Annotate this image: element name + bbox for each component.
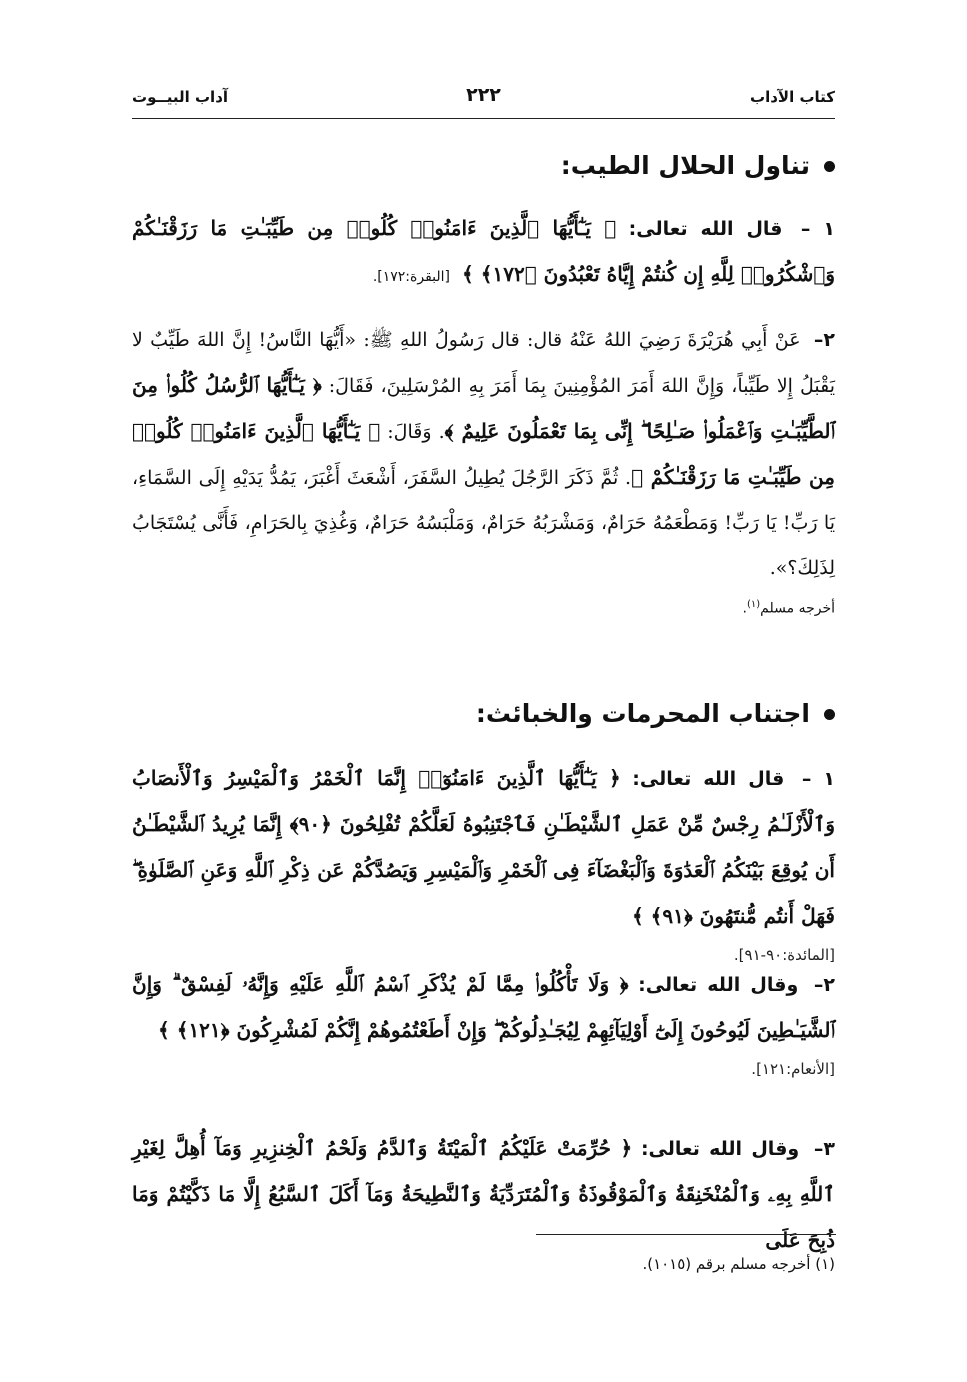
item-intro: قال الله تعالى: <box>628 218 783 240</box>
quran-verse: ﴿ يَـٰٓأَيُّهَا ٱلَّذِينَ ءَامَنُوا۟ كُلُوا۟ مِن طَيِّبَـٰتِ مَا رَزَقْنَـٰكُمْ ﴾ <box>132 419 835 489</box>
verse-reference: [الأنعام:١٢١]. <box>751 1060 835 1078</box>
bullet-icon <box>824 709 835 720</box>
item-number: ١ – <box>800 218 836 240</box>
item-number: ١ – <box>801 768 835 790</box>
quran-verse: ﴿ يَـٰٓأَيُّهَا ٱلَّذِينَ ءَامَنُوٓا۟ إِنَّمَا ٱلْخَمْرُ وَٱلْمَيْسِرُ وَٱلْأَنصَابُ وَٱلْأَزْلَـٰمُ رِجْسٌ مِّنْ عَمَلِ ٱلشَّيْطَـٰنِ فَٱجْتَنِبُوهُ لَعَلَّكُمْ تُفْلِحُونَ ﴿٩٠﴾ إِنَّمَا يُرِيدُ ٱلشَّيْطَـٰنُ أَن يُوقِعَ بَيْنَكُمُ ٱلْعَدَٰوَةَ وَٱلْبَغْضَآءَ فِى ٱلْخَمْرِ وَٱلْمَيْسِرِ وَيَصُدَّكُمْ عَن ذِكْرِ ٱللَّهِ وَعَنِ ٱلصَّلَوٰةِ ۖ فَهَلْ أَنتُم مُّنتَهُونَ ﴿٩١﴾ ﴾ <box>132 766 835 928</box>
item-number: ٢– <box>813 329 835 351</box>
section-heading-prohibitions <box>132 696 835 732</box>
hadith-source <box>132 591 835 623</box>
book-title: كتاب الآداب <box>750 88 835 106</box>
footnote-divider <box>536 1234 836 1235</box>
hadith-text: . ثُمَّ ذَكَرَ الرَّجُلَ يُطِيلُ السَّفَرَ، أَشْعَثَ أَغْبَرَ، يَمُدُّ يَدَيْهِ إِلَى السَّمَاءِ، يَا رَبِّ! يَا رَبِّ! وَمَطْعَمُهُ حَرَامٌ، وَمَشْرَبُهُ حَرَامٌ، وَمَلْبَسُهُ حَرَامٌ، وَغُذِيَ بِالحَرَامِ، فَأَنَّى يُسْتَجَابُ لِذَلِكَ؟». <box>132 467 835 579</box>
item-intro: وقال الله تعالى: <box>638 974 799 996</box>
quran-verse: ﴿ يَـٰٓأَيُّهَا ٱلَّذِينَ ءَامَنُوا۟ كُلُوا۟ مِن طَيِّبَـٰتِ مَا رَزَقْنَـٰكُمْ وَٱشْكُرُوا۟ لِلَّهِ إِن كُنتُمْ إِيَّاهُ تَعْبُدُونَ ﴿١٧٢﴾ ﴾ <box>132 216 835 286</box>
page-header <box>132 84 835 119</box>
footnote: (١) أخرجه مسلم برقم (١٠١٥). <box>642 1255 835 1273</box>
quran-verse: ﴿ حُرِّمَتْ عَلَيْكُمُ ٱلْمَيْتَةُ وَٱلدَّمُ وَلَحْمُ ٱلْخِنزِيرِ وَمَآ أُهِلَّ لِغَيْرِ ٱللَّهِ بِهِۦ وَٱلْمُنْخَنِقَةُ وَٱلْمَوْقُوذَةُ وَٱلْمُتَرَدِّيَةُ وَٱلنَّطِيحَةُ وَمَآ أَكَلَ ٱلسَّبُعُ إِلَّا مَا ذَكَّيْتُمْ وَمَا ذُبِحَ عَلَى <box>132 1136 835 1252</box>
section-title: اجتناب المحرمات والخبائث: <box>475 699 810 728</box>
quran-verse: ﴿ يَـٰٓأَيُّهَا ٱلرُّسُلُ كُلُوا۟ مِنَ ٱلطَّيِّبَـٰتِ وَٱعْمَلُوا۟ صَـٰلِحًا ۖ إِنِّى بِمَا تَعْمَلُونَ عَلِيمٌ ﴾ <box>132 373 835 443</box>
section2-item-3 <box>132 1126 835 1264</box>
section-title: تناول الحلال الطيب: <box>560 151 810 180</box>
footnote-marker: (١) <box>746 599 761 610</box>
page-number: ٢٢٢ <box>466 84 501 106</box>
item-number: ٢– <box>813 974 835 996</box>
verse-reference: [المائدة:٩٠-٩١]. <box>733 946 835 964</box>
item-number: ٣– <box>813 1138 835 1160</box>
source-end: . <box>742 600 747 617</box>
section2-item-2 <box>132 962 835 1084</box>
section1-item-2 <box>132 318 835 623</box>
item-intro: قال الله تعالى: <box>632 768 785 790</box>
quran-verse: ﴿ وَلَا تَأْكُلُوا۟ مِمَّا لَمْ يُذْكَرِ ٱسْمُ ٱللَّهِ عَلَيْهِ وَإِنَّهُۥ لَفِسْقٌ ۗ وَإِنَّ ٱلشَّيَـٰطِينَ لَيُوحُونَ إِلَىٰٓ أَوْلِيَآئِهِمْ لِيُجَـٰدِلُوكُمْ ۖ وَإِنْ أَطَعْتُمُوهُمْ إِنَّكُمْ لَمُشْرِكُونَ ﴿١٢١﴾ ﴾ <box>132 972 835 1042</box>
bullet-icon <box>824 161 835 172</box>
hadith-text: . وَقَالَ: <box>387 421 445 443</box>
section-heading-halal <box>132 148 835 184</box>
hadith-text: عَنْ أَبِي هُرَيْرَةَ رَضِيَ اللهُ عَنْهُ قال: قال رَسُولُ اللهِ ﷺ: «أَيُّهَا النَّاسُ! إِنَّ اللهَ طَيِّبٌ لا يَقْبَلُ إِلا طَيِّباً، وَإِنَّ اللهَ أَمَرَ المُؤْمِنِينَ بِمَا أَمَرَ بِهِ المُرْسَلِينَ، فَقَالَ: <box>132 329 836 397</box>
chapter-title: آداب البيــوت <box>132 88 229 106</box>
section1-item-1 <box>132 206 835 300</box>
source-text: أخرجه مسلم <box>760 600 835 617</box>
verse-reference: [البقرة:١٧٢]. <box>372 269 450 285</box>
section2-item-1 <box>132 756 835 970</box>
item-intro: وقال الله تعالى: <box>640 1138 800 1160</box>
